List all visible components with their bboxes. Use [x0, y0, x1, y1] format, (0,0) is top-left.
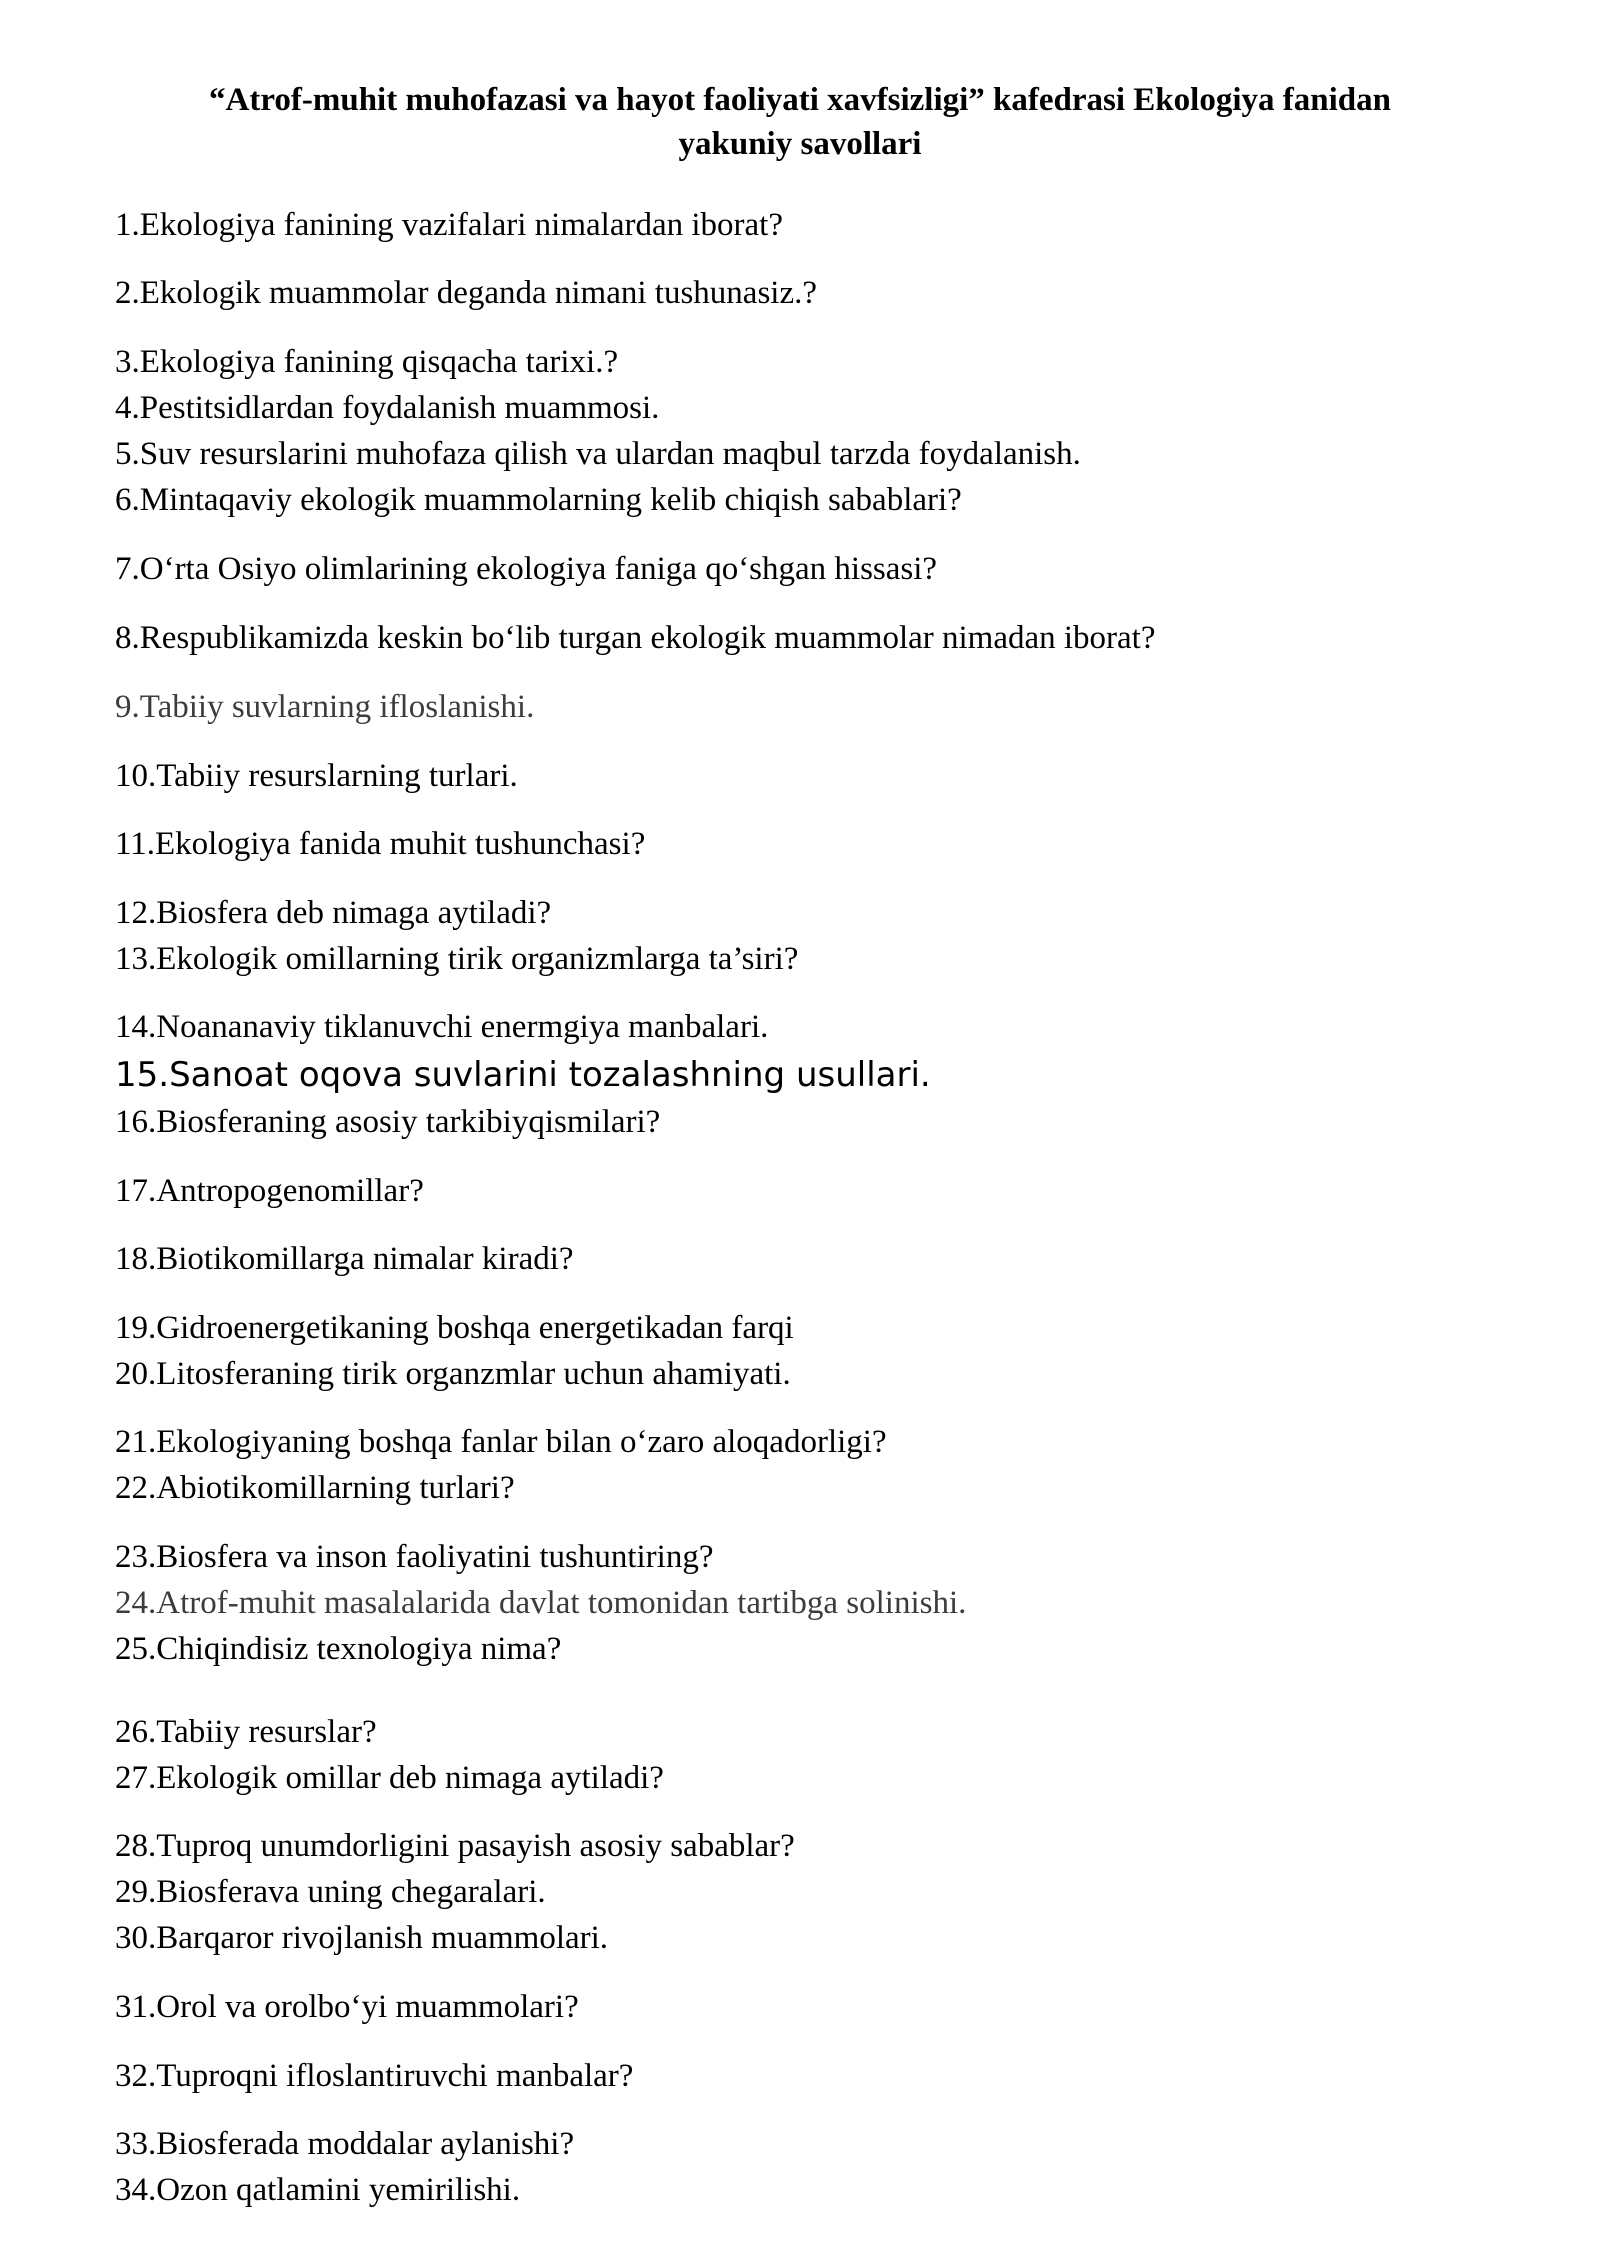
question-item: 22.Abiotikomillarning turlari? [115, 1470, 515, 1506]
question-item: 3.Ekologiya fanining qisqacha tarixi.? [115, 344, 619, 380]
question-item: 11.Ekologiya fanida muhit tushunchasi? [115, 826, 646, 862]
question-item: 24.Atrof-muhit masalalarida davlat tomonidan tartibga solinishi. [115, 1585, 967, 1621]
question-item: 29.Biosferava uning chegaralari. [115, 1874, 546, 1910]
question-item: 4.Pestitsidlardan foydalanish muammosi. [115, 390, 660, 426]
question-item: 16.Biosferaning asosiy tarkibiyqismilari? [115, 1104, 661, 1140]
question-item: 25.Chiqindisiz texnologiya nima? [115, 1631, 562, 1667]
document-title [100, 78, 1500, 166]
question-item: 23.Biosfera va inson faoliyatini tushuntiring? [115, 1539, 714, 1575]
title-line-1: “Atrof-muhit muhofazasi va hayot faoliyati xavfsizligi” kafedrasi Ekologiya fanidan [209, 82, 1391, 118]
question-item: 34.Ozon qatlamini yemirilishi. [115, 2172, 521, 2208]
question-item: 32.Tuproqni ifloslantiruvchi manbalar? [115, 2058, 634, 2094]
question-item: 14.Noananaviy tiklanuvchi enermgiya manbalari. [115, 1009, 769, 1045]
question-item: 1.Ekologiya fanining vazifalari nimalardan iborat? [115, 207, 783, 243]
question-item: 26.Tabiiy resurslar? [115, 1714, 377, 1750]
question-item: 13.Ekologik omillarning tirik organizmlarga ta’siri? [115, 941, 799, 977]
question-item: 8.Respublikamizda keskin bo‘lib turgan ekologik muammolar nimadan iborat? [115, 620, 1156, 656]
question-item: 15.Sanoat oqova suvlarini tozalashning usullari. [115, 1055, 931, 1095]
question-item: 19.Gidroenergetikaning boshqa energetikadan farqi [115, 1310, 794, 1346]
question-item: 5.Suv resurslarini muhofaza qilish va ulardan maqbul tarzda foydalanish. [115, 436, 1081, 472]
question-item: 18.Biotikomillarga nimalar kiradi? [115, 1241, 574, 1277]
question-item: 21.Ekologiyaning boshqa fanlar bilan o‘zaro aloqadorligi? [115, 1424, 887, 1460]
question-item: 30.Barqaror rivojlanish muammolari. [115, 1920, 609, 1956]
question-item: 27.Ekologik omillar deb nimaga aytiladi? [115, 1760, 664, 1796]
question-item: 12.Biosfera deb nimaga aytiladi? [115, 895, 552, 931]
question-item: 6.Mintaqaviy ekologik muammolarning kelib chiqish sabablari? [115, 482, 962, 518]
question-item: 10.Tabiiy resurslarning turlari. [115, 758, 518, 794]
question-item: 2.Ekologik muammolar deganda nimani tushunasiz.? [115, 275, 818, 311]
question-item: 17.Antropogenomillar? [115, 1173, 424, 1209]
question-item: 9.Tabiiy suvlarning ifloslanishi. [115, 689, 535, 725]
question-item: 31.Orol va orolbo‘yi muammolari? [115, 1989, 579, 2025]
title-line-2: yakuniy savollari [678, 126, 922, 162]
question-item: 20.Litosferaning tirik organzmlar uchun ahamiyati. [115, 1356, 791, 1392]
question-item: 7.O‘rta Osiyo olimlarining ekologiya faniga qo‘shgan hissasi? [115, 551, 938, 587]
question-item: 28.Tuproq unumdorligini pasayish asosiy sabablar? [115, 1828, 795, 1864]
question-item: 33.Biosferada moddalar aylanishi? [115, 2126, 575, 2162]
